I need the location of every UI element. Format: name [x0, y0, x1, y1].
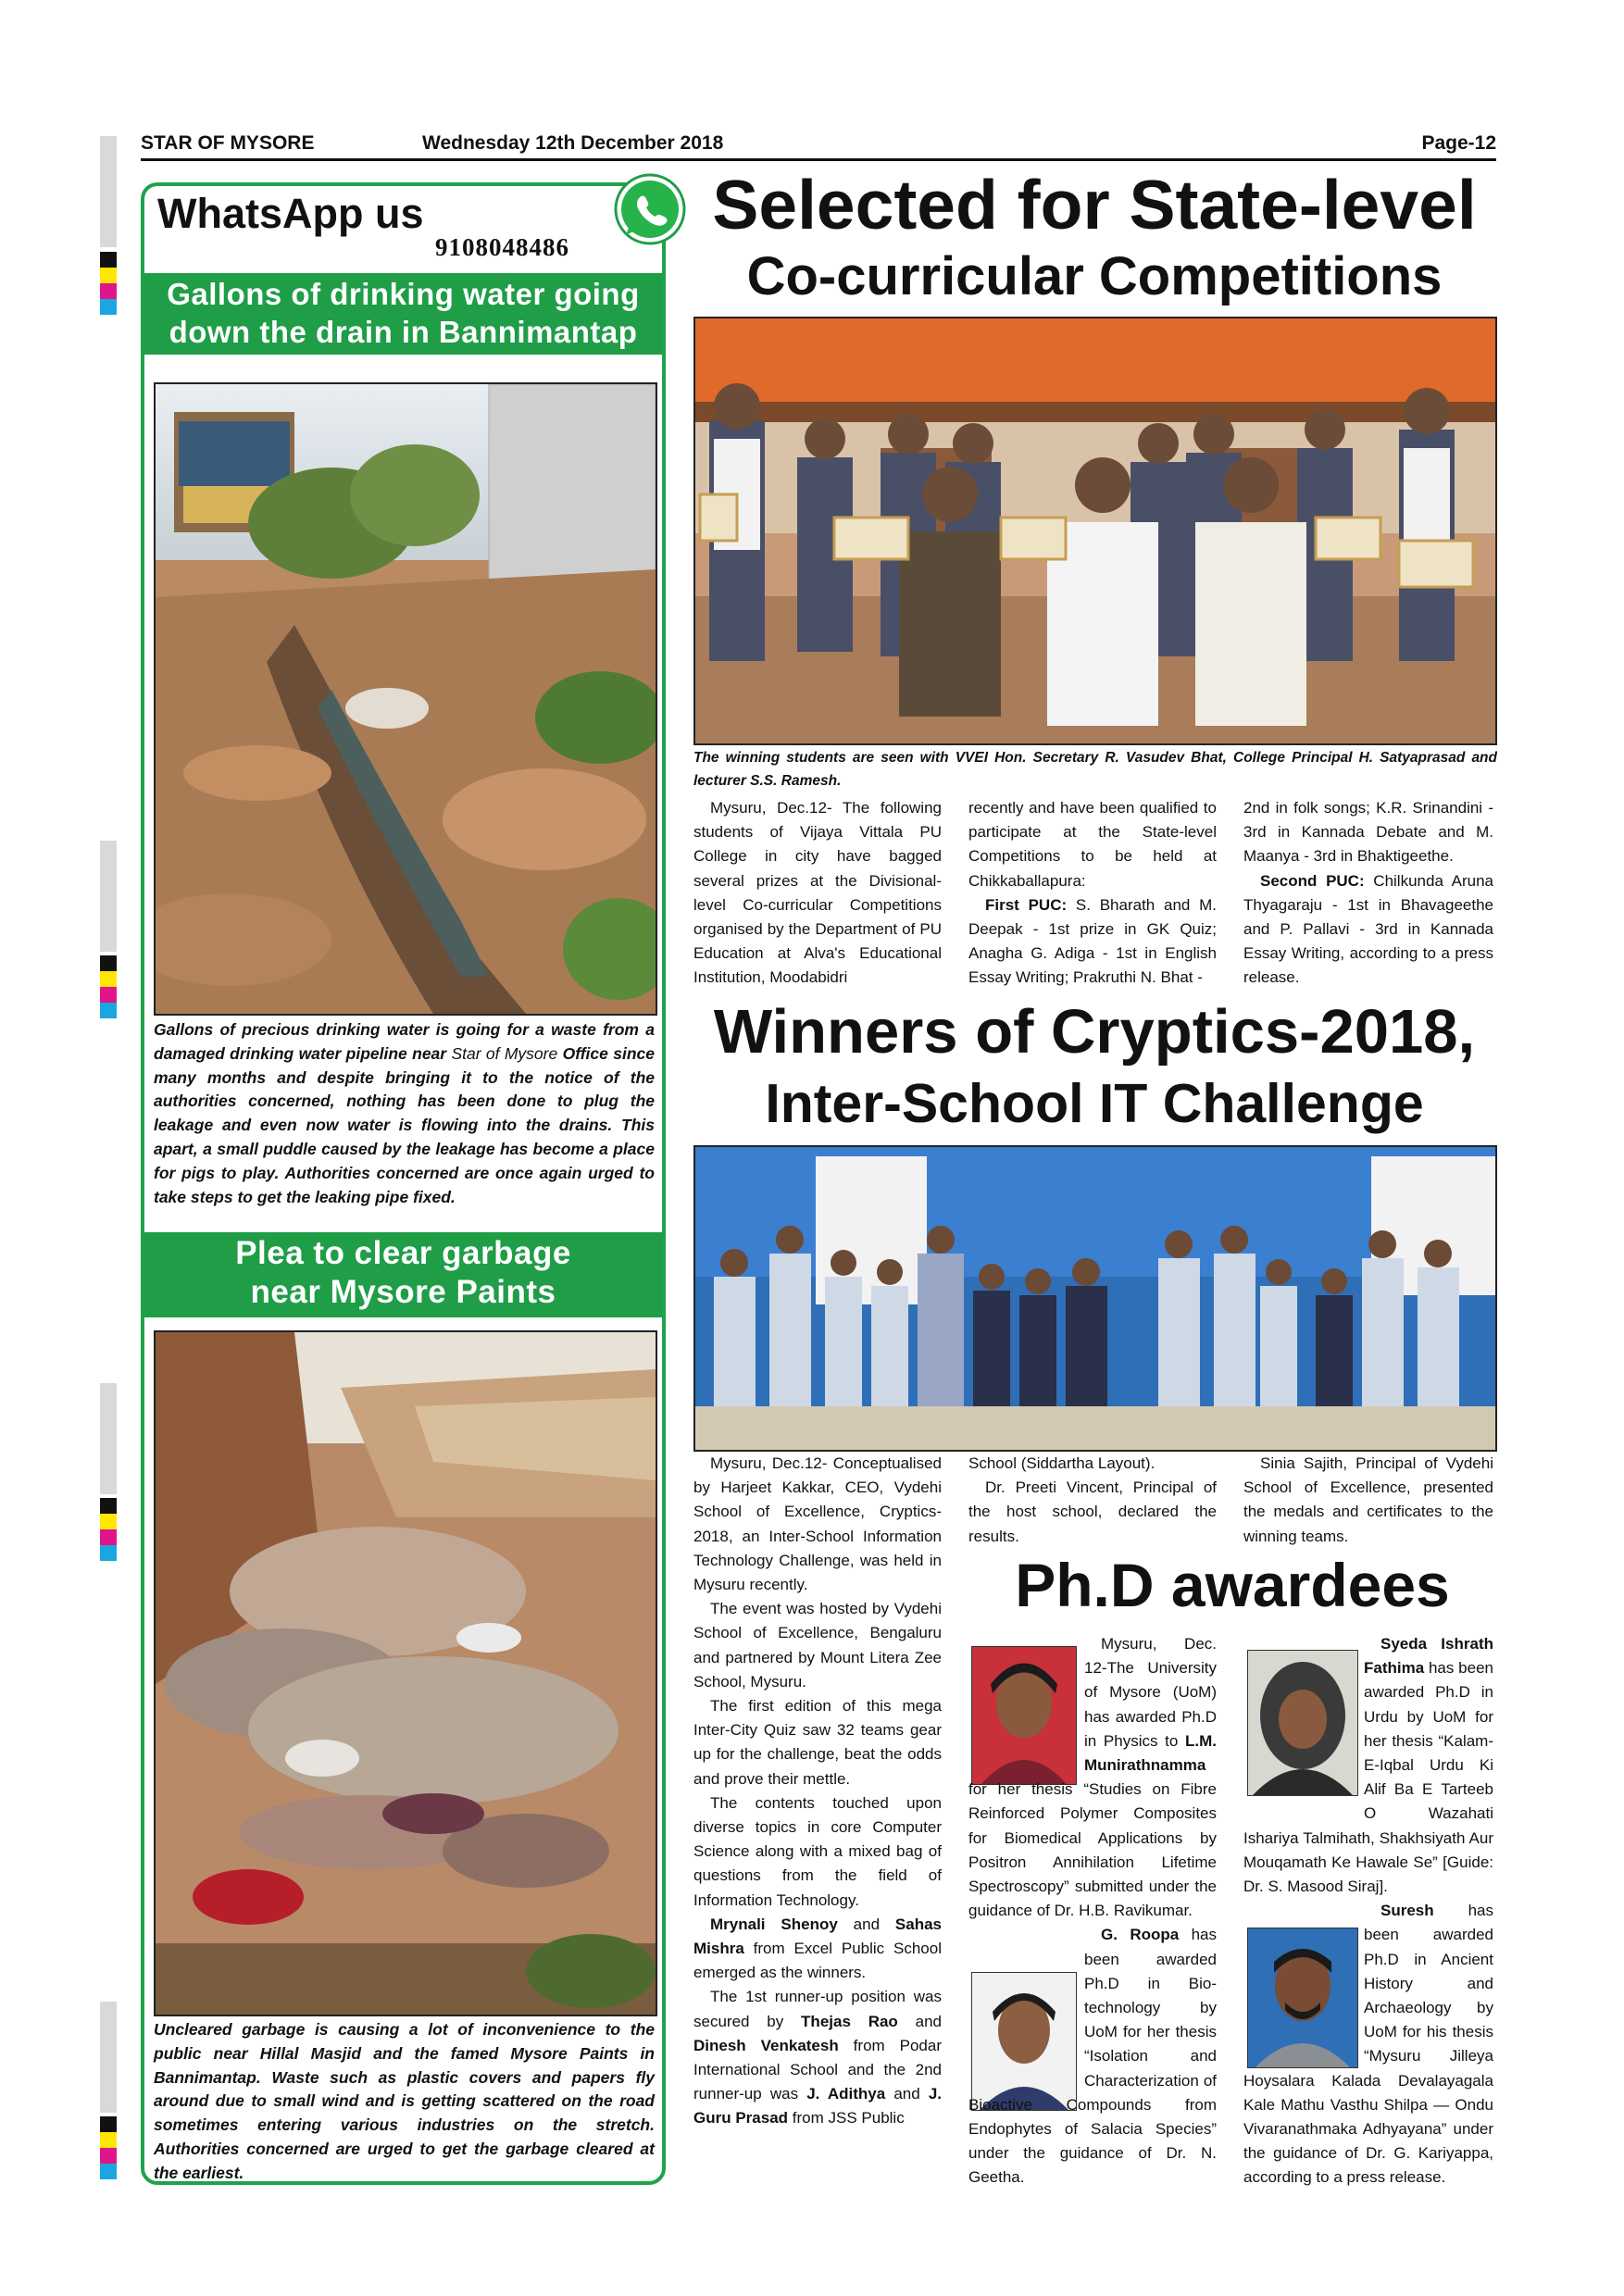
swatch-cyan	[100, 1545, 117, 1561]
water-headline	[144, 273, 662, 355]
swatch-yellow	[100, 2132, 117, 2148]
garbage-headline-text: Plea to clear garbage near Mysore Paints	[235, 1235, 571, 1310]
swatch-yellow	[100, 971, 117, 987]
cryptics-col-1	[693, 1452, 942, 2131]
cryptics-col-1-p1: Mysuru, Dec.12- Conceptualised by Harjeet Kakkar, CEO, Vydehi School of Excellence, Cryptics-2018, an Inter-School Information Technology Challenge, was held in Mysuru recently.	[693, 1454, 942, 1594]
phd-roopa: G. Roopa has been awarded Ph.D in Bio-technology by UoM for her thesis “Isolation and Characterization of Bioactive Compounds from Endophytes of Salacia Species” under the guidance of Dr. N. Geetha.	[968, 1926, 1217, 2187]
water-headline-text: Gallons of drinking water going down the drain in Bannimantap	[167, 277, 640, 349]
registration-bar	[100, 1383, 117, 1494]
state-col-1	[693, 796, 942, 991]
phd-col-2	[968, 1632, 1217, 2190]
registration-bar	[100, 2002, 117, 2113]
state-col-3	[1243, 796, 1493, 991]
state-col-2-text: recently and have been qualified to participate at the State-level Competitions to be held at Chikkaballapura:	[968, 799, 1217, 890]
masthead-name: STAR OF MYSORE	[141, 132, 315, 154]
cryptics-col-1-p4: The contents touched upon diverse topics in core Computer Science along with a mixed bag of questions from the field of Information Technology.	[693, 1793, 942, 1909]
garbage-photo	[154, 1330, 657, 2016]
second-puc-text: Chilkunda Aruna Thyagaraju - 1st in Bhavageethe and P. Pallavi - 3rd in Kannada Essay Writing, according to a press release.	[1243, 871, 1493, 987]
state-winners-photo	[693, 317, 1497, 745]
swatch-black	[100, 2116, 117, 2132]
state-headline-1: Selected for State-level	[712, 166, 1477, 243]
header-rule	[141, 158, 1496, 161]
garbage-caption: Uncleared garbage is causing a lot of inconvenience to the public near Hillal Masjid and the famed Mysore Paints in Bannimantap. Waste such as plastic covers and papers fly around due to small wind and is getting scattered on the road sometimes entering various industries on the stretch. Authorities concerned are urged to get the garbage cleared at the earliest.	[154, 2020, 655, 2182]
first-puc-label: First PUC:	[985, 895, 1068, 914]
water-caption	[154, 1018, 655, 1209]
state-photo-caption: The winning students are seen with VVEI Hon. Secretary R. Vasudev Bhat, College Principal H. Satyaprasad and lecturer S.S. Ramesh.	[693, 750, 1497, 789]
phd-col-3	[1243, 1632, 1493, 2190]
second-puc-label: Second PUC:	[1260, 871, 1365, 890]
cryptics-winners-photo	[693, 1145, 1497, 1452]
whatsapp-number: 9108048486	[435, 233, 569, 261]
water-caption-part2: Office since many months and despite bringing it to the notice of the authorities concerned, nothing has been done to plug the leakage and even now water is flowing into the drains. This apart, a small puddle caused by the leakage has become a place for pigs to play. Authorities concerned are once again urged to take steps to get the leaking pipe fixed.	[154, 1043, 655, 1206]
swatch-magenta	[100, 2148, 117, 2164]
registration-bar	[100, 136, 117, 247]
cryptics-col-3-p1: Sinia Sajith, Principal of Vydehi School of Excellence, presented the medals and certificates to the winning teams.	[1243, 1454, 1493, 1545]
cryptics-headline-2: Inter-School IT Challenge	[765, 1073, 1424, 1134]
swatch-yellow	[100, 1514, 117, 1529]
swatch-cyan	[100, 1003, 117, 1018]
cryptics-col-2	[968, 1452, 1217, 1549]
cryptics-col-3	[1243, 1452, 1493, 1549]
state-col-1-text: Mysuru, Dec.12- The following students of Vijaya Vittala PU College in city have bagged several prizes at the Divisional-level Co-curricular Competitions organised by the Department of PU Education at Alva's Educational Institution, Moodabidri	[693, 799, 942, 987]
registration-bar	[100, 841, 117, 952]
cryptics-col-2-p2: Dr. Preeti Vincent, Principal of the host school, declared the results.	[968, 1479, 1217, 1545]
swatch-magenta	[100, 1529, 117, 1545]
water-leak-photo	[154, 382, 657, 1016]
cryptics-headline-1: Winners of Cryptics-2018,	[713, 997, 1476, 1067]
whatsapp-icon	[613, 172, 687, 246]
cryptics-col-1-p3: The first edition of this mega Inter-City Quiz saw 32 teams gear up for the challenge, beat the odds and prove their mettle.	[693, 1697, 942, 1788]
page-date: Wednesday 12th December 2018	[422, 132, 724, 154]
state-headline-2: Co-curricular Competitions	[746, 246, 1443, 306]
cryptics-col-1-p5: Mrynali Shenoy and Sahas Mishra from Excel Public School emerged as the winners.	[693, 1915, 943, 1982]
water-caption-paper: Star of Mysore	[451, 1043, 558, 1063]
swatch-black	[100, 252, 117, 268]
state-col-3-text: 2nd in folk songs; K.R. Srinandini - 3rd in Kannada Debate and M. Maanya - 3rd in Bhaktigeethe.	[1243, 799, 1493, 866]
garbage-headline	[144, 1232, 662, 1317]
cryptics-col-2-p1: School (Siddartha Layout).	[968, 1454, 1156, 1472]
phd-headline: Ph.D awardees	[1015, 1551, 1450, 1619]
water-caption-part1: Gallons of precious drinking water is going for a waste from a damaged drinking water pipeline near	[154, 1020, 655, 1063]
state-col-2	[968, 796, 1217, 991]
cryptics-col-1-p6: The 1st runner-up position was secured by Thejas Rao and Dinesh Venkatesh from Podar International School and the 2nd runner-up was J. Adithya and J. Guru Prasad from JSS Public	[693, 1988, 943, 2128]
phd-munirathnamma: Mysuru, Dec. 12-The University of Mysore (UoM) has awarded Ph.D in Physics to L.M. Munirathnamma for her thesis “Studies on Fibre Reinforced Polymer Composites for Biomedical Applications by Positron Annihilation Lifetime Spectroscopy” submitted under the guidance of Dr. H.B. Ravikumar.	[968, 1635, 1217, 1920]
page-number: Page-12	[1421, 132, 1496, 154]
cryptics-col-1-p2: The event was hosted by Vydehi School of Excellence, Bengaluru and partnered by Mount Litera Zee School, Mysuru.	[693, 1600, 942, 1691]
swatch-black	[100, 1498, 117, 1514]
swatch-cyan	[100, 2164, 117, 2179]
swatch-magenta	[100, 987, 117, 1003]
swatch-cyan	[100, 299, 117, 315]
first-puc-text: S. Bharath and M. Deepak - 1st prize in GK Quiz; Anagha G. Adiga - 1st in English Essay Writing; Prakruthi N. Bhat -	[968, 895, 1218, 987]
phd-fathima: Syeda Ishrath Fathima has been awarded Ph.D in Urdu by UoM for her thesis “Kalam-E-Iqbal Urdu Ki Alif Ba E Tarteeb O Wazahati Ishariya Talmihath, Shakhsiyath Aur Mouqamath Ke Hawale Se” [Guide: Dr. S. Masood Siraj].	[1243, 1635, 1493, 1896]
swatch-black	[100, 955, 117, 971]
swatch-yellow	[100, 268, 117, 283]
phd-suresh: Suresh has been awarded Ph.D in Ancient History and Archaeology by UoM for his thesis “Mysuru Jilleya Hoysalara Kalada Devalayagala Kale Mathu Vasthu Shilpa — Ondu Vivaranathmaka Adhyayana” under the guidance of Dr. G. Kariyappa, according to a press release.	[1243, 1902, 1493, 2187]
whatsapp-label: WhatsApp us	[157, 190, 424, 237]
swatch-magenta	[100, 283, 117, 299]
